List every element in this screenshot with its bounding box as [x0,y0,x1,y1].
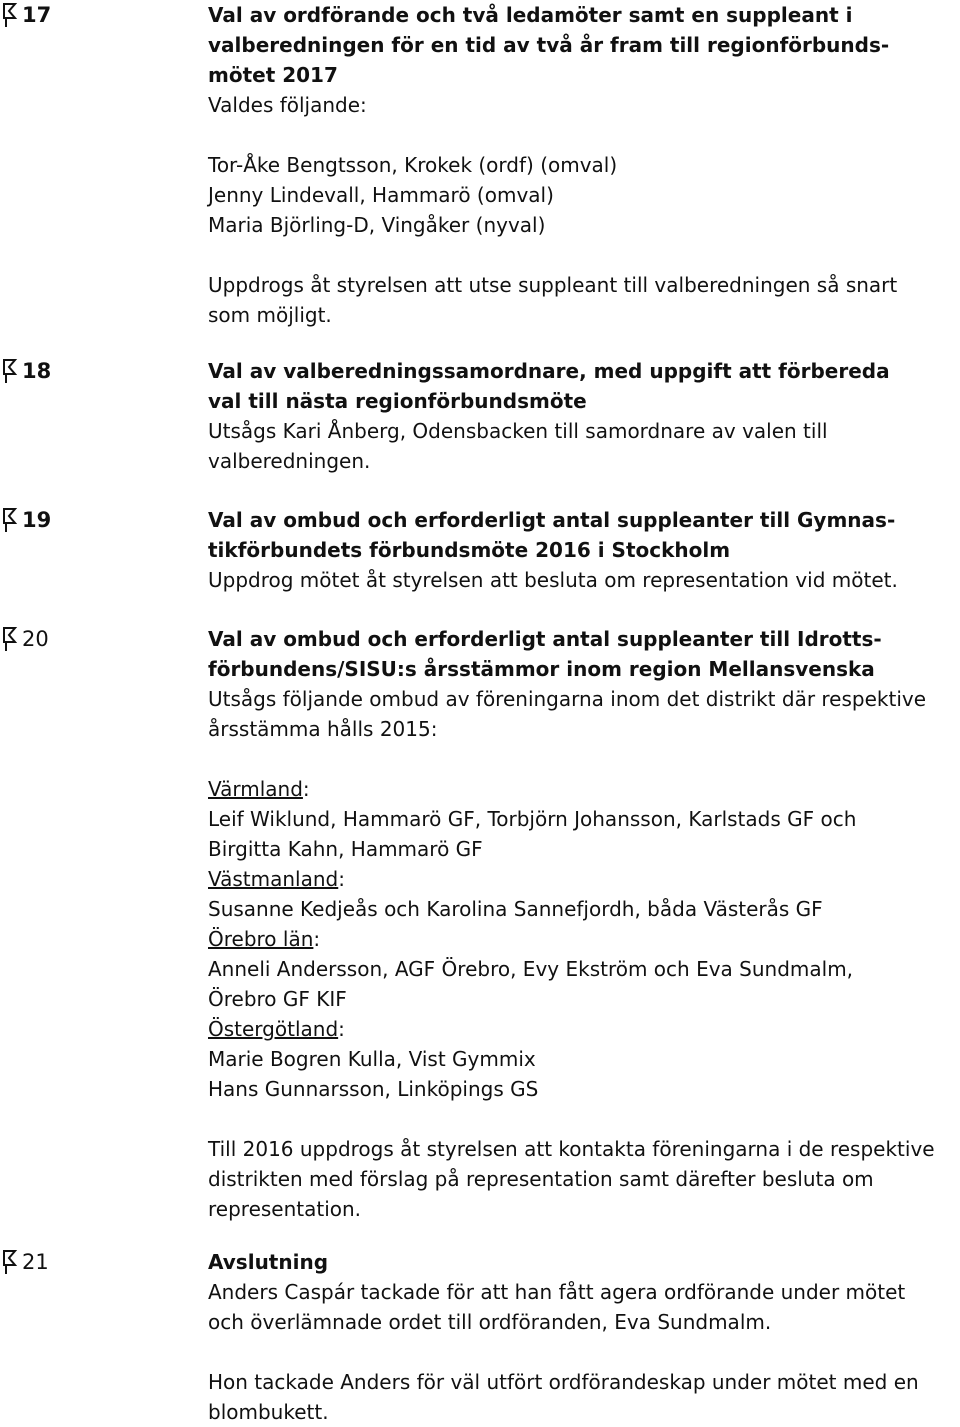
section-text: representation. [208,1197,362,1221]
section-heading: val till nästa regionförbundsmöte [208,389,587,413]
district-delegates: Hans Gunnarsson, Linköpings GS [208,1077,539,1101]
district-delegates: Marie Bogren Kulla, Vist Gymmix [208,1047,536,1071]
section-heading: Val av valberedningssamordnare, med uppgift att förbereda [208,359,890,383]
section-number: 21 [22,1250,49,1274]
paragraph-mark-icon [0,505,22,535]
paragraph-mark-icon [0,624,22,654]
section-number: 18 [22,359,52,383]
section-text: och överlämnade ordet till ordföranden, Eva Sundmalm. [208,1310,772,1334]
section-number: 19 [22,508,52,532]
district-heading: Örebro län: [208,927,321,951]
section-text: Hon tackade Anders för väl utfört ordförandeskap under mötet med en [208,1370,919,1394]
section-text: Anders Caspár tackade för att han fått agera ordförande under mötet [208,1280,906,1304]
section-heading: Val av ombud och erforderligt antal suppleanter till Idrotts- [208,627,882,651]
section-body [208,1247,958,1427]
elected-person: Maria Björling-D, Vingåker (nyval) [208,213,546,237]
district-name: Östergötland [208,1017,339,1041]
section-heading: förbundens/SISU:s årsstämmor inom region Mellansvenska [208,657,875,681]
section-text: som möjligt. [208,303,332,327]
district-delegates: Örebro GF KIF [208,987,347,1011]
district-name: Örebro län [208,927,314,951]
elected-person: Jenny Lindevall, Hammarö (omval) [208,183,554,207]
district-delegates: Anneli Andersson, AGF Örebro, Evy Ekström och Eva Sundmalm, [208,957,854,981]
section-number: 17 [22,3,52,27]
section-text: Uppdrog mötet åt styrelsen att besluta om representation vid mötet. [208,568,898,592]
section-text: Valdes följande: [208,93,367,117]
section-text: distrikten med förslag på representation samt därefter besluta om [208,1167,874,1191]
section-heading: valberedningen för en tid av två år fram till regionförbunds- [208,33,890,57]
section-body [208,624,958,1224]
section-body [208,505,958,595]
section-text: blombukett. [208,1400,329,1424]
district-delegates: Leif Wiklund, Hammarö GF, Torbjörn Johansson, Karlstads GF och [208,807,857,831]
elected-person: Tor-Åke Bengtsson, Krokek (ordf) (omval) [208,153,618,177]
section-body [208,356,958,476]
section-heading: Avslutning [208,1250,329,1274]
district-delegates: Birgitta Kahn, Hammarö GF [208,837,483,861]
section-text: valberedningen. [208,449,371,473]
section-heading: mötet 2017 [208,63,338,87]
section-heading: Val av ombud och erforderligt antal suppleanter till Gymnas- [208,508,896,532]
section-text: årsstämma hålls 2015: [208,717,438,741]
paragraph-mark-icon [0,0,22,30]
district-name: Värmland [208,777,303,801]
district-heading: Östergötland: [208,1017,345,1041]
section-body [208,0,958,330]
section-text: Till 2016 uppdrogs åt styrelsen att kontakta föreningarna i de respektive [208,1137,935,1161]
district-heading: Västmanland: [208,867,345,891]
district-heading: Värmland: [208,777,310,801]
paragraph-mark-icon [0,1247,22,1277]
section-heading: Val av ordförande och två ledamöter samt en suppleant i [208,3,853,27]
district-name: Västmanland [208,867,339,891]
section-text: Utsågs följande ombud av föreningarna inom det distrikt där respektive [208,687,927,711]
paragraph-mark-icon [0,356,22,386]
section-text: Uppdrogs åt styrelsen att utse suppleant till valberedningen så snart [208,273,898,297]
section-number: 20 [22,627,49,651]
section-text: Utsågs Kari Ånberg, Odensbacken till samordnare av valen till [208,419,828,443]
district-delegates: Susanne Kedjeås och Karolina Sannefjordh, båda Västerås GF [208,897,823,921]
section-heading: tikförbundets förbundsmöte 2016 i Stockholm [208,538,731,562]
